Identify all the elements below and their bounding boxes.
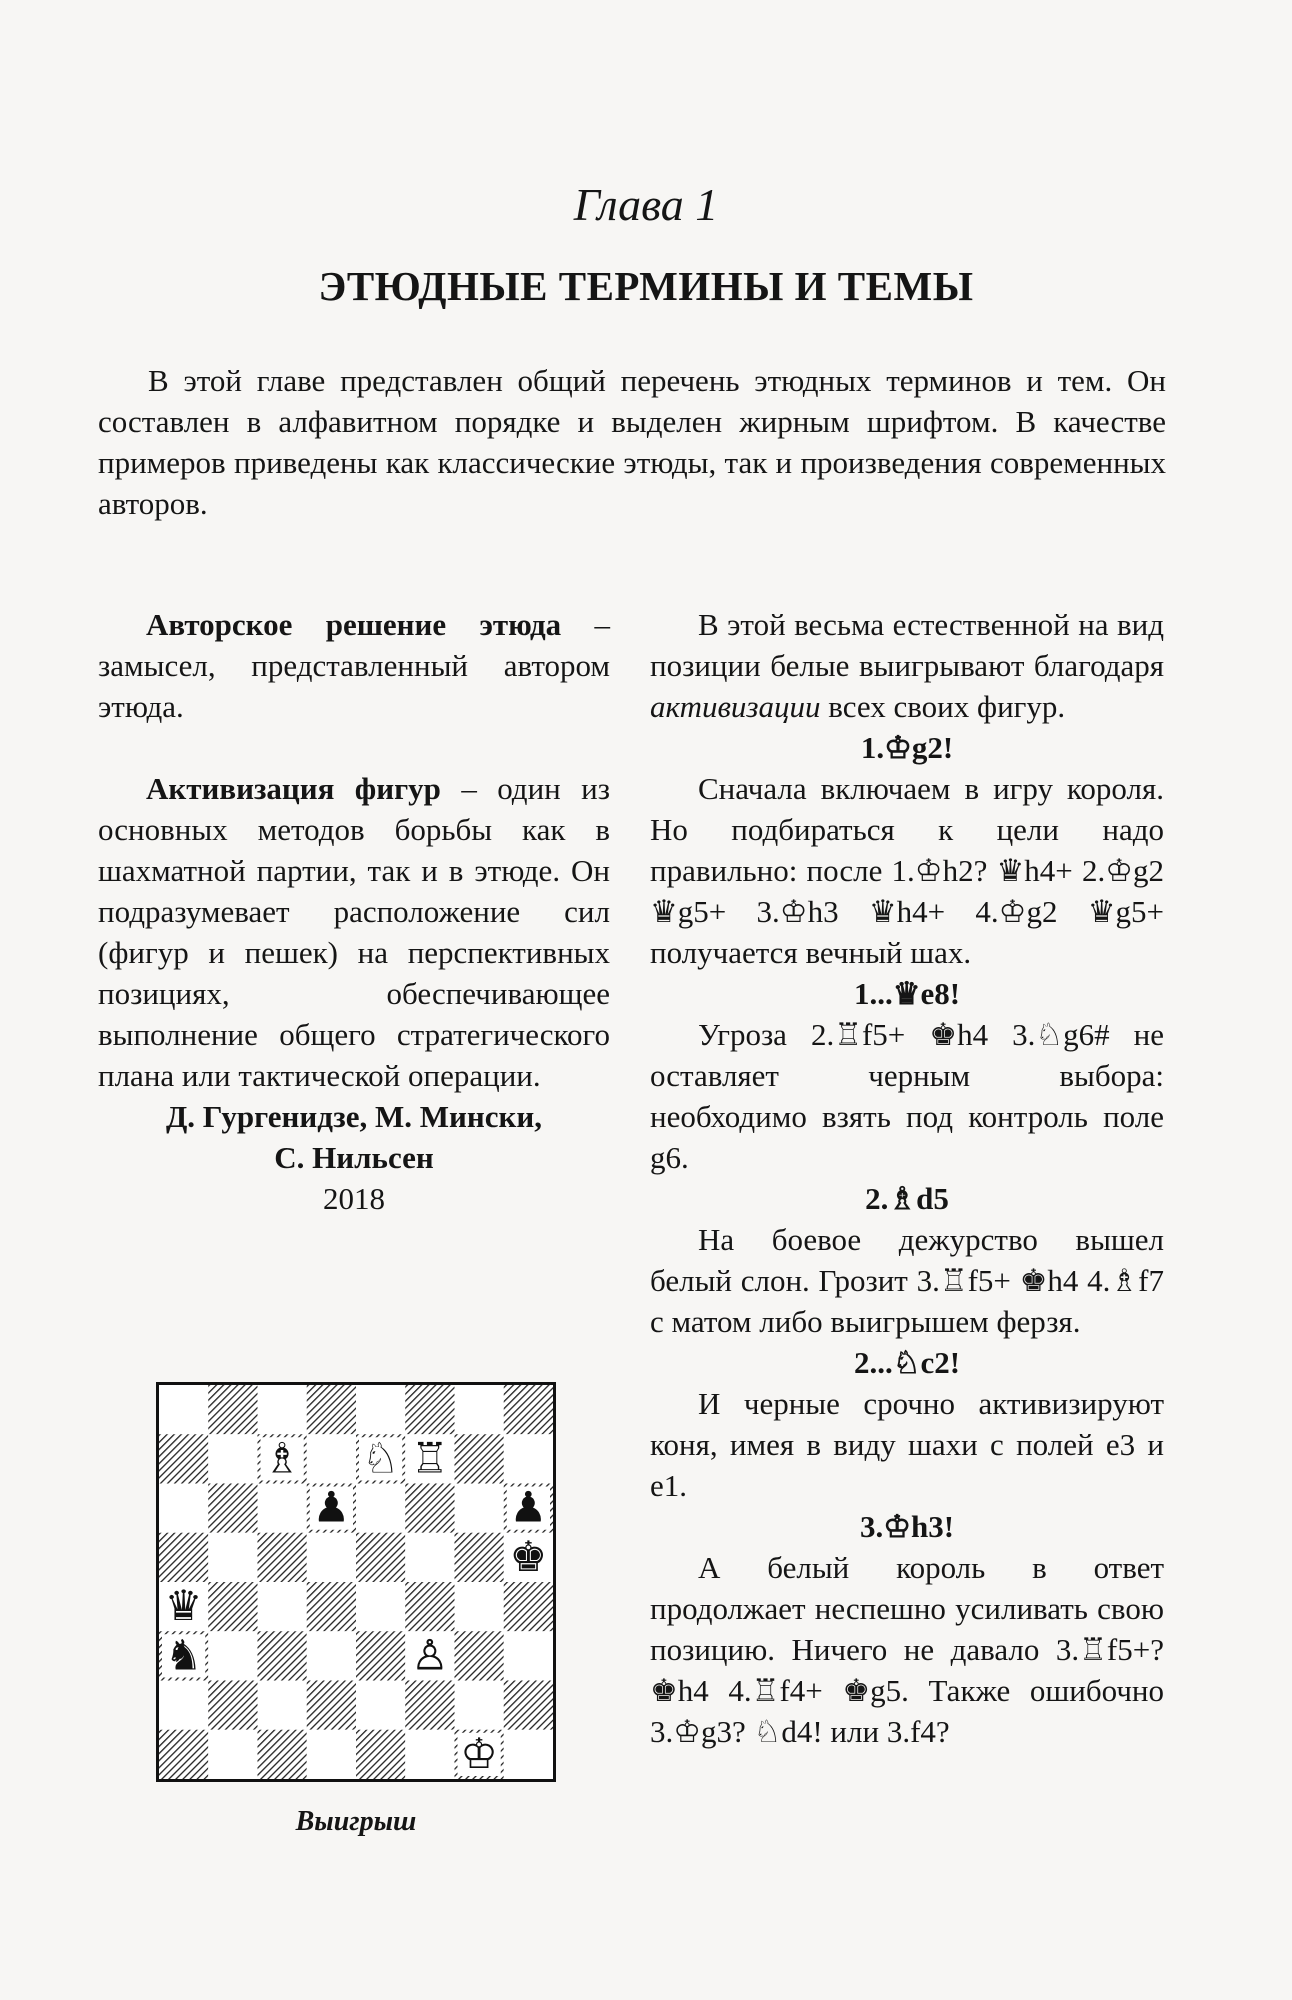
comment-3: На боевое дежурство вышел белый слон. Грозит 3.♖f5+ ♚h4 4.♗f7 с матом либо выигрышем ферзя. [650,1222,1164,1339]
chapter-number: Глава 1 [573,179,719,230]
white-bishop-c7-icon: ♗ [263,1433,301,1483]
square-b6 [208,1484,257,1533]
study-year: 2018 [323,1181,385,1216]
black-knight-a3-icon: ♞ [164,1630,203,1680]
square-h2 [504,1681,553,1730]
square-d8 [307,1385,356,1434]
square-e2 [356,1681,405,1730]
white-knight-e7-icon: ♘ [361,1433,400,1483]
square-e6 [356,1484,405,1533]
square-e3 [356,1631,405,1680]
chapter-title: ЭТЮДНЫЕ ТЕРМИНЫ И ТЕМЫ [318,263,974,309]
square-h4 [504,1582,553,1631]
square-e1 [356,1730,405,1779]
white-rook-f7-icon: ♖ [411,1433,449,1483]
square-a1 [159,1730,208,1779]
term-author-solution: Авторское решение этюда [146,607,562,642]
square-f5 [405,1533,454,1582]
square-d2 [307,1681,356,1730]
study-authors-line1: Д. Гургенидзе, М. Мински, [165,1099,542,1134]
chess-board [159,1385,553,1779]
square-c2 [258,1681,307,1730]
square-f8 [405,1385,454,1434]
emphasis-activation: активизации [650,689,821,724]
term-activation: Активизация фигур [146,771,441,806]
definition-author-solution [98,604,610,727]
square-h1 [504,1730,553,1779]
square-c6 [258,1484,307,1533]
square-b3 [208,1631,257,1680]
solution-intro: В этой весьма естественной на вид позиции белые выигрывают благодаря активизации всех своих фигур. [650,607,1164,724]
intro-paragraph [98,360,1166,524]
intro-text: В этой главе представлен общий перечень этюдных терминов и тем. Он составлен в алфавитном порядке и выделен жирным шрифтом. В качестве примеров приведены как классические этюды, так и произведения современных авторов. [98,363,1166,521]
square-g6 [455,1484,504,1533]
square-f2 [405,1681,454,1730]
square-c4 [258,1582,307,1631]
definition-text-2: – один из основных методов борьбы как в шахматной партии, так и в этюде. Он подразумевает расположение сил (фигур и пешек) на перспективных позициях, обеспечивающее выполнение общего стратегического плана или тактической операции. [98,771,610,1093]
white-king-g1-icon: ♔ [460,1728,498,1778]
square-f6 [405,1484,454,1533]
square-a2 [159,1681,208,1730]
square-g3 [455,1631,504,1680]
square-e8 [356,1385,405,1434]
move-2-black: 2...♘c2! [853,1345,961,1380]
right-column [650,604,1164,1752]
square-c3 [258,1631,307,1680]
square-b7 [208,1434,257,1483]
square-h8 [504,1385,553,1434]
move-1: 1.♔g2! [860,730,954,765]
square-b2 [208,1681,257,1730]
white-pawn-f3-icon: ♙ [411,1630,449,1680]
square-a5 [159,1533,208,1582]
move-1-black: 1...♛e8! [853,976,961,1011]
square-d3 [307,1631,356,1680]
definition-activation [98,768,610,1096]
comment-2: Угроза 2.♖f5+ ♚h4 3.♘g6# не оставляет черным выбора: необходимо взять под контроль поле g6. [650,1017,1164,1175]
square-a7 [159,1434,208,1483]
comment-4: И черные срочно активизируют коня, имея в виду шахи с полей e3 и e1. [650,1386,1164,1503]
square-f1 [405,1730,454,1779]
square-d5 [307,1533,356,1582]
square-g4 [455,1582,504,1631]
square-d1 [307,1730,356,1779]
definition-text-1: – замысел, представленный автором этюда. [98,607,610,724]
study-authors-line2: С. Нильсен [274,1140,434,1175]
square-a6 [159,1484,208,1533]
black-queen-a4-icon: ♛ [164,1581,203,1631]
comment-5: А белый король в ответ продолжает неспешно усиливать свою позицию. Ничего не давало 3.♖f5+? ♚h4 4.♖f4+ ♚g5. Также ошибочно 3.♔g3? ♘d4! или 3.f4? [650,1550,1164,1749]
comment-1: Сначала включаем в игру короля. Но подбираться к цели надо правильно: после 1.♔h2? ♛h4+ 2.♔g2 ♛g5+ 3.♔h3 ♛h4+ 4.♔g2 ♛g5+ получается вечный шах. [650,771,1164,970]
move-2: 2.♗d5 [865,1181,949,1216]
square-h7 [504,1434,553,1483]
square-c8 [258,1385,307,1434]
square-c5 [258,1533,307,1582]
square-a8 [159,1385,208,1434]
square-d4 [307,1582,356,1631]
square-e4 [356,1582,405,1631]
square-b5 [208,1533,257,1582]
square-f4 [405,1582,454,1631]
square-e5 [356,1533,405,1582]
left-column [98,604,610,1219]
square-g7 [455,1434,504,1483]
black-king-h5-icon: ♚ [509,1531,548,1581]
square-c1 [258,1730,307,1779]
black-pawn-h6-icon: ♟ [509,1482,548,1532]
square-g5 [455,1533,504,1582]
square-b8 [208,1385,257,1434]
chess-diagram [156,1382,556,1782]
square-b4 [208,1582,257,1631]
square-d7 [307,1434,356,1483]
move-3: 3.♔h3! [859,1509,955,1544]
black-pawn-d6-icon: ♟ [312,1482,351,1532]
square-g2 [455,1681,504,1730]
square-g8 [455,1385,504,1434]
diagram-caption: Выигрыш [295,1806,417,1837]
square-h3 [504,1631,553,1680]
square-b1 [208,1730,257,1779]
